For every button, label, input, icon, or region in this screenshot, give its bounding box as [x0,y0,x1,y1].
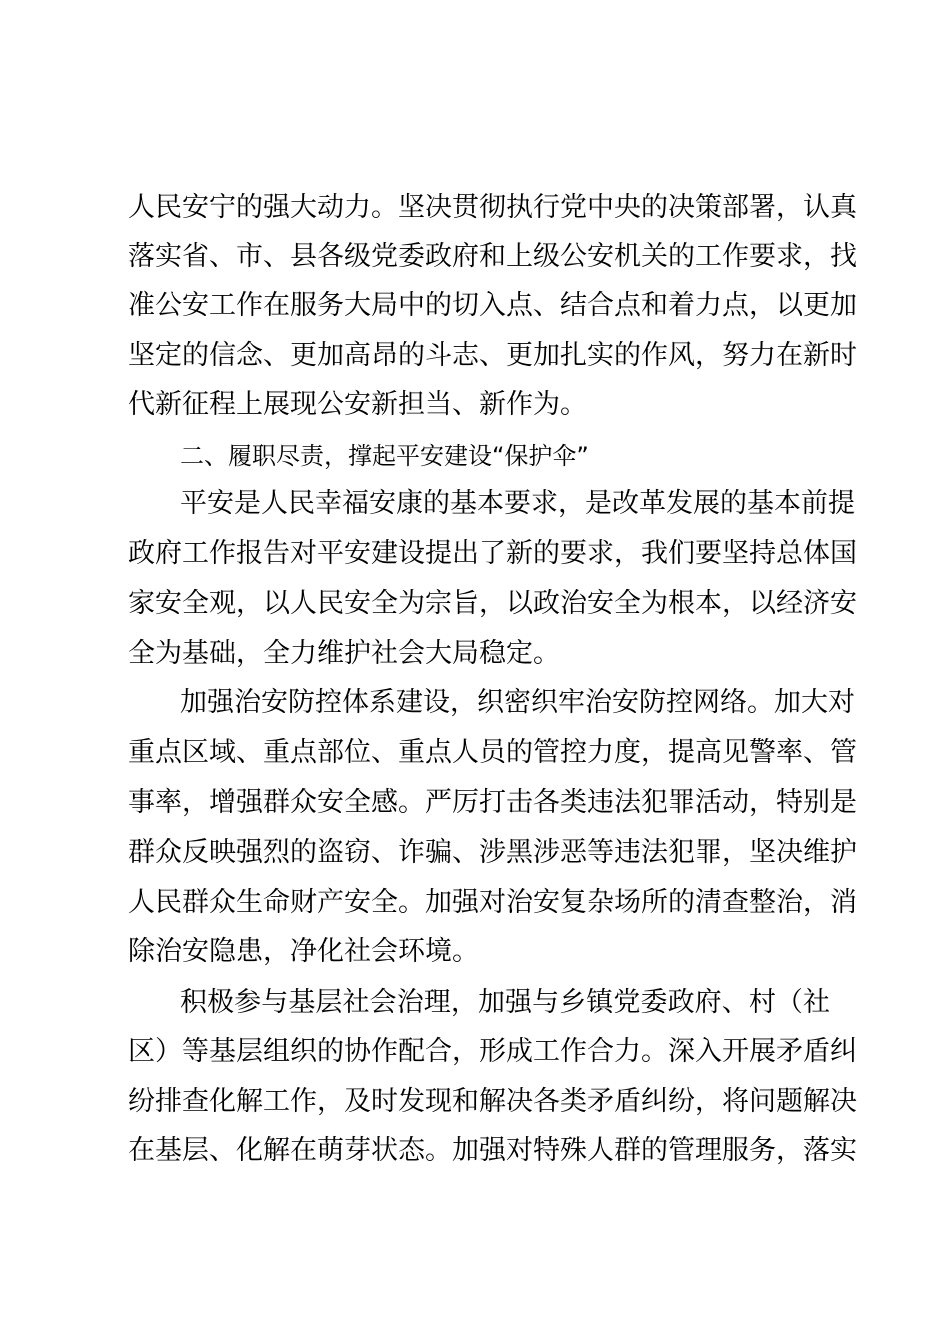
text-line: 区）等基层组织的协作配合，形成工作合力。深入开展矛盾纠 [128,1036,857,1067]
text-line: 代新征程上展现公安新担当、新作为。 [128,389,587,420]
text-line: 积极参与基层社会治理，加强与乡镇党委政府、村（社 [180,987,830,1018]
text-line: 落实省、市、县各级党委政府和上级公安机关的工作要求，找 [128,241,857,272]
text-line: 政府工作报告对平安建设提出了新的要求，我们要坚持总体国 [128,538,857,569]
text-line: 纷排查化解工作，及时发现和解决各类矛盾纠纷，将问题解决 [128,1086,857,1117]
text-line: 准公安工作在服务大局中的切入点、结合点和着力点，以更加 [128,290,857,321]
text-line: 人民安宁的强大动力。坚决贯彻执行党中央的决策部署，认真 [128,192,857,223]
text-line: 群众反映强烈的盗窃、诈骗、涉黑涉恶等违法犯罪，坚决维护 [128,837,857,868]
text-line: 重点区域、重点部位、重点人员的管控力度，提高见警率、管 [128,737,857,768]
text-line: 除治安隐患，净化社会环境。 [128,936,479,967]
section-heading: 二、履职尽责，撑起平安建设“保护伞” [180,442,589,470]
text-line: 全为基础，全力维护社会大局稳定。 [128,638,560,669]
text-line: 事率，增强群众安全感。严厉打击各类违法犯罪活动，特别是 [128,787,857,818]
text-line: 在基层、化解在萌芽状态。加强对特殊人群的管理服务，落实 [128,1135,857,1166]
text-line: 平安是人民幸福安康的基本要求，是改革发展的基本前提 [180,488,855,519]
text-line: 坚定的信念、更加高昂的斗志、更加扎实的作风，努力在新时 [128,340,857,371]
text-line: 人民群众生命财产安全。加强对治安复杂场所的清查整治，消 [128,887,857,918]
text-line: 加强治安防控体系建设，织密织牢治安防控网络。加大对 [180,687,855,718]
text-line: 家安全观，以人民安全为宗旨，以政治安全为根本，以经济安 [128,588,857,619]
